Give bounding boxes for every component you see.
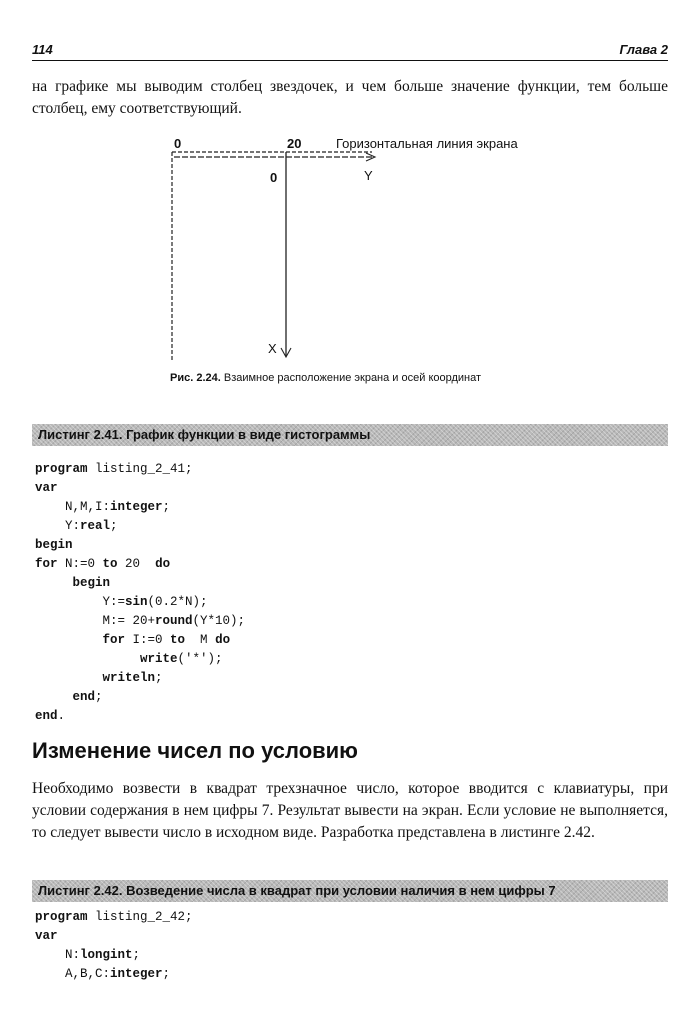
code-line — [35, 574, 655, 593]
code-text: N,M,I: — [35, 500, 111, 514]
listing-2-41-code — [35, 460, 655, 726]
code-text: listing_2_42; — [87, 910, 193, 924]
listing-2-42-code — [35, 908, 655, 984]
code-keyword: integer — [110, 967, 163, 981]
label-origin: 0 — [174, 136, 182, 151]
label-y-axis: Y — [364, 168, 373, 183]
code-text: (0.2*N); — [147, 595, 208, 609]
code-keyword: begin — [35, 576, 111, 590]
code-text: M — [185, 633, 216, 647]
code-text: ; — [95, 690, 103, 704]
code-text: ('*'); — [177, 652, 223, 666]
code-text: listing_2_41; — [87, 462, 193, 476]
intro-paragraph: на графике мы выводим столбец звездочек, и чем больше значение функции, тем больше столбец, ему соответствующий. — [32, 78, 668, 117]
code-line — [35, 965, 655, 984]
figure-caption-number: Рис. 2.24. — [170, 372, 221, 384]
code-line — [35, 555, 655, 574]
label-twenty: 20 — [287, 136, 302, 151]
listing-2-41-title: Листинг 2.41. График функции в виде гистограммы — [32, 424, 668, 446]
code-line — [35, 669, 655, 688]
code-text: Y:= — [35, 595, 126, 609]
axes-diagram-svg — [160, 130, 540, 370]
code-keyword: end — [35, 709, 58, 723]
code-text: ; — [155, 671, 163, 685]
code-keyword: round — [155, 614, 193, 628]
code-text: Y: — [35, 519, 81, 533]
code-text: M:= 20+ — [35, 614, 156, 628]
section-heading: Изменение чисел по условию — [32, 738, 358, 763]
running-head — [32, 40, 668, 61]
code-text: ; — [110, 519, 118, 533]
chapter-title: Глава 2 — [619, 42, 668, 57]
figure-axes-diagram — [160, 130, 540, 390]
code-keyword: longint — [80, 948, 133, 962]
code-text: I:=0 — [125, 633, 171, 647]
code-keyword: sin — [125, 595, 148, 609]
code-keyword: to — [102, 557, 118, 571]
code-keyword: integer — [110, 500, 163, 514]
code-keyword: var — [35, 929, 58, 943]
code-text: ; — [132, 948, 141, 962]
code-keyword: do — [155, 557, 171, 571]
code-line — [35, 688, 655, 707]
code-line — [35, 498, 655, 517]
code-line — [35, 460, 655, 479]
code-line — [35, 612, 655, 631]
code-keyword: writeln — [35, 671, 156, 685]
code-text: N: — [35, 948, 81, 962]
code-keyword: program — [35, 910, 88, 924]
figure-caption-text: Взаимное расположение экрана и осей координат — [220, 372, 482, 384]
label-screen-line: Горизонтальная линия экрана — [336, 136, 518, 151]
code-line — [35, 707, 655, 726]
code-text: A,B,C: — [35, 967, 111, 981]
code-keyword: do — [215, 633, 231, 647]
code-line — [35, 927, 655, 946]
code-keyword: begin — [35, 538, 73, 552]
code-keyword: for — [35, 633, 126, 647]
code-line — [35, 536, 655, 555]
code-keyword: real — [80, 519, 111, 533]
code-keyword: var — [35, 481, 58, 495]
code-text: . — [57, 709, 66, 723]
code-text: N:=0 — [57, 557, 103, 571]
code-line — [35, 908, 655, 927]
code-line — [35, 479, 655, 498]
page-number: 114 — [32, 42, 53, 57]
code-line — [35, 631, 655, 650]
code-keyword: for — [35, 557, 58, 571]
code-keyword: program — [35, 462, 88, 476]
code-line — [35, 650, 655, 669]
code-text: 20 — [117, 557, 156, 571]
code-line — [35, 946, 655, 965]
code-keyword: end — [35, 690, 96, 704]
code-text: (Y*10); — [192, 614, 246, 628]
figure-caption — [170, 372, 481, 384]
code-text: ; — [162, 967, 171, 981]
code-keyword: write — [35, 652, 178, 666]
label-x-axis: X — [268, 341, 277, 356]
code-line — [35, 517, 655, 536]
code-text: ; — [162, 500, 171, 514]
code-line — [35, 593, 655, 612]
label-axis-zero: 0 — [270, 170, 278, 185]
section-paragraph: Необходимо возвести в квадрат трехзначное число, которое вводится с клавиатуры, при условии содержания в нем цифры 7. Результат вывести на экран. Если условие не выполняется, то следует вывести число в исходном виде. Разработка представлена в листинге 2.42. — [32, 780, 668, 841]
listing-2-42-title: Листинг 2.42. Возведение числа в квадрат при условии наличия в нем цифры 7 — [32, 880, 668, 902]
code-keyword: to — [170, 633, 186, 647]
